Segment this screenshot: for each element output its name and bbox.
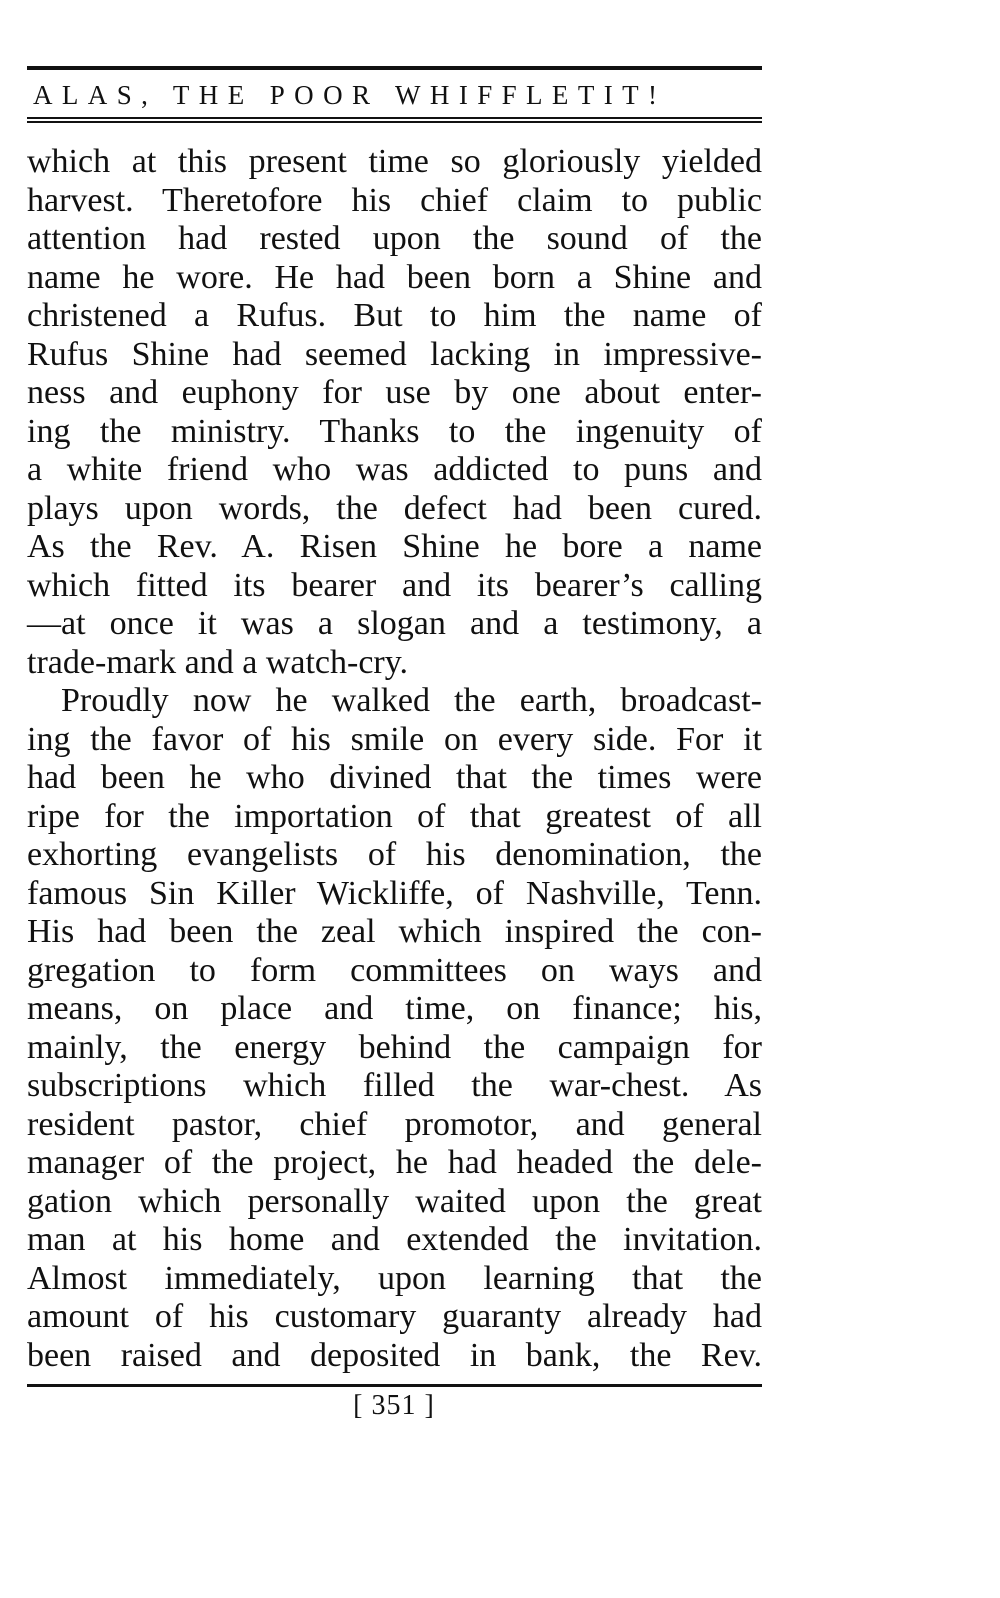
text-line: amount of his customary guaranty already had (27, 1298, 762, 1335)
text-line: plays upon words, the defect had been cured. (27, 489, 762, 527)
text-line: name he wore. He had been born a Shine and (27, 258, 762, 296)
text-line: Proudly now he walked the earth, broadcast- (61, 682, 762, 719)
text-line: Rufus Shine had seemed lacking in impressive- (27, 335, 762, 373)
text-line: ness and euphony for use by one about enter- (27, 374, 762, 411)
running-head (27, 77, 762, 113)
text-line: ing the favor of his smile on every side. For it (27, 720, 762, 758)
text-line: harvest. Theretofore his chief claim to public (27, 181, 762, 219)
running-head-title: ALAS, THE POOR WHIFFLETIT! (33, 79, 667, 110)
text-line: manager of the project, he had headed the dele- (27, 1144, 762, 1181)
text-line: exhorting evangelists of his denomination, the (27, 836, 762, 873)
footer-rule (27, 1384, 762, 1387)
text-line: gregation to form committees on ways and (27, 951, 762, 989)
text-line: famous Sin Killer Wickliffe, of Nashville, Tenn. (27, 874, 762, 912)
text-line: ing the ministry. Thanks to the ingenuity of (27, 412, 762, 450)
text-line: christened a Rufus. But to him the name of (27, 297, 762, 334)
text-line: trade-mark and a watch-cry. (27, 643, 409, 681)
text-line: which fitted its bearer and its bearer’s calling (27, 566, 762, 604)
body-text (27, 143, 762, 1375)
text-line: As the Rev. A. Risen Shine he bore a name (27, 528, 762, 565)
text-line: ripe for the importation of that greatest of all (27, 797, 762, 835)
text-line: subscriptions which filled the war-chest. As (27, 1067, 762, 1104)
paragraph-1 (27, 143, 762, 682)
text-line: —at once it was a slogan and a testimony, a (27, 605, 762, 642)
text-line: Almost immediately, upon learning that the (27, 1259, 762, 1297)
text-line: been raised and deposited in bank, the Rev. (27, 1336, 762, 1374)
text-line: means, on place and time, on finance; his, (27, 990, 762, 1027)
text-line: had been he who divined that the times were (27, 759, 762, 796)
header-rule-top (27, 66, 762, 70)
text-line: a white friend who was addicted to puns and (27, 451, 762, 488)
text-line: man at his home and extended the invitation. (27, 1221, 762, 1258)
text-line: resident pastor, chief promotor, and general (27, 1105, 762, 1143)
text-line: which at this present time so gloriously yielded (27, 143, 762, 180)
paragraph-2 (27, 682, 762, 1375)
text-line: mainly, the energy behind the campaign for (27, 1028, 762, 1066)
text-line: gation which personally waited upon the great (27, 1182, 762, 1220)
header-rule-bottom (27, 117, 762, 119)
text-line: attention had rested upon the sound of the (27, 220, 762, 257)
header-rule-bottom-double (27, 121, 762, 123)
page-number: [ 351 ] (353, 1390, 435, 1421)
text-line: His had been the zeal which inspired the con- (27, 913, 762, 950)
